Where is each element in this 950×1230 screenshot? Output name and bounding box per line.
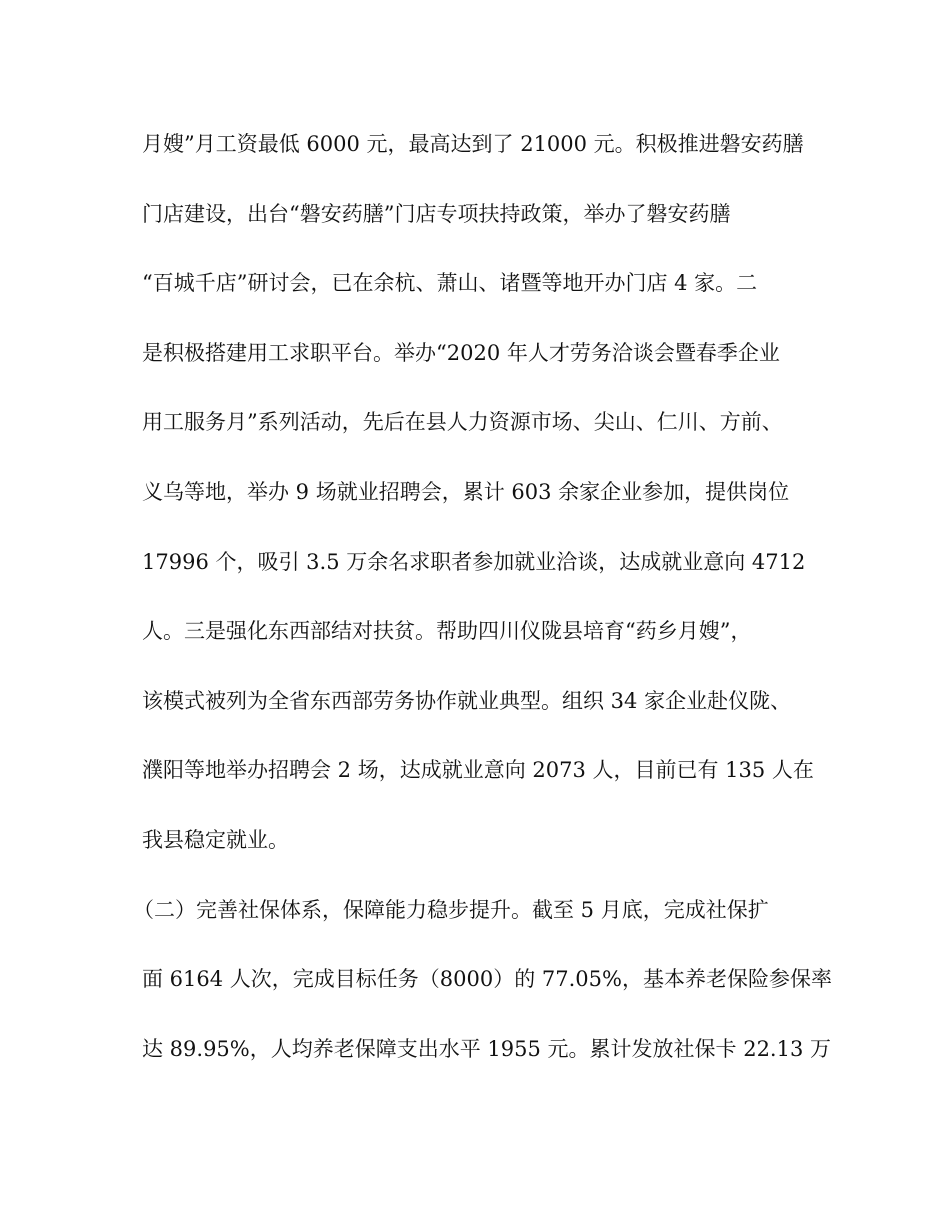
text-line-1: 月嫂”月工资最低 6000 元，最高达到了 21000 元。积极推进磐安药膳 [142,132,804,156]
text-line-9: 该模式被列为全省东西部劳务协作就业典型。组织 34 家企业赴仪陇、 [142,688,792,713]
text-line-10: 濮阳等地举办招聘会 2 场，达成就业意向 2073 人，目前已有 135 人在 [142,758,814,783]
text-line-2: 门店建设，出台“磐安药膳”门店专项扶持政策，举办了磐安药膳 [142,201,731,226]
text-line-3: “百城千店”研讨会，已在余杭、萧山、诸暨等地开办门店 4 家。二 [142,271,758,296]
section-heading-line: （二）完善社保体系，保障能力稳步提升。截至 5 月底，完成社保扩 [133,897,769,922]
text-line-11: 我县稳定就业。 [142,827,289,852]
text-line-13: 面 6164 人次，完成目标任务（8000）的 77.05%，基本养老保险参保率 [142,967,832,992]
text-line-7: 17996 个，吸引 3.5 万余名求职者参加就业洽谈，达成就业意向 4712 [142,549,806,574]
text-line-8: 人。三是强化东西部结对扶贫。帮助四川仪陇县培育“药乡月嫂”， [142,619,752,644]
body-text [133,124,832,1098]
text-line-5: 用工服务月”系列活动，先后在县人力资源市场、尖山、仁川、方前、 [142,410,783,435]
text-line-6: 义乌等地，举办 9 场就业招聘会，累计 603 余家企业参加，提供岗位 [142,479,790,504]
text-line-14: 达 89.95%，人均养老保障支出水平 1955 元。累计发放社保卡 22.13 万 [142,1036,832,1061]
text-line-4: 是积极搭建用工求职平台。举办“2020 年人才劳务洽谈会暨春季企业 [142,340,780,365]
